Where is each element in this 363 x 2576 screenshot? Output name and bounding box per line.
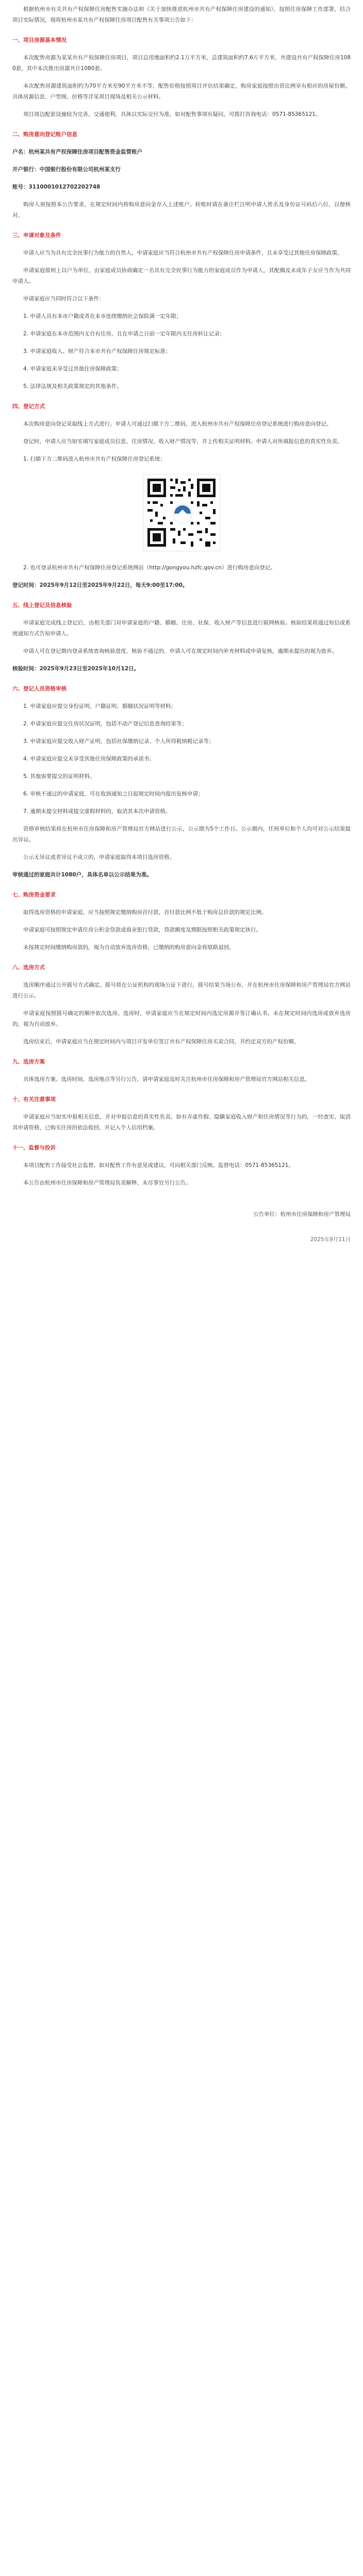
section-4-title: 四、登记方式 (12, 403, 45, 410)
account-note: 购房人须按照本公告要求，在规定时间内将购房意向金存入上述账户。转账时请在备注栏注明申请人姓名及身份证号码后六位，以便核对。 (12, 201, 351, 218)
section-11-title: 十一、监督与投诉 (12, 1145, 56, 1151)
section-3-para-2: 申请家庭原则上以户为单位，由家庭成员协商确定一名具有完全民事行为能力的家庭成员作为申请人，其配偶及未成年子女应当作为共同申请人。 (12, 267, 351, 284)
section-8-para-1: 选房顺序通过公开摇号方式确定。摇号将在公证机构的现场公证下进行，摇号结果当场公布，并在杭州市住房保障和房产管理局官方网站进行公示。 (12, 982, 351, 999)
verification-time: 核验时间：2025年9月23日至2025年10月12日。 (12, 666, 140, 672)
section-3-para-3: 申请家庭应当同时符合以下条件： (23, 296, 105, 302)
registration-url-line[interactable]: 2. 也可登录杭州市共有产权保障住房登记系统网站（http://gongyou.hzfc.gov.cn）进行购房意向登记。 (23, 565, 276, 571)
section-6-item-4: 4. 申请家庭应提交未享受其他住房保障政策的承诺书； (23, 756, 155, 762)
section-11-para-1: 本项目配售工作接受社会监督。如对配售工作有意见或建议，可向相关部门反映。监督电话：0571-85365121。 (23, 1162, 294, 1168)
intro-paragraph: 根据杭州市有关共有产权保障住房配售实施办法和《关于加快推进杭州市共有产权保障住房建设的通知》，按照住房保障工作部署，结合项目实际情况，现将杭州市某共有产权保障住房项目配售有关事项公告如下： (12, 6, 351, 23)
account-name: 户名：杭州某共有产权保障住房项目配售资金监管账户 (12, 149, 142, 155)
section-8-para-2: 申请家庭按照摇号确定的顺序依次选房。选房时，申请家庭应当在规定时间内选定房源并签订确认书。未在规定时间内选房或放弃选房的，视为自动放弃。 (12, 1010, 351, 1027)
section-6-item-6: 6. 审核不通过的申请家庭，可在收到通知之日起规定时间内提出复核申请； (23, 791, 204, 797)
section-6-title: 六、登记人员资格审核 (12, 686, 67, 692)
section-1-para-1: 本次配售房源为某某共有产权保障住房项目，项目总用地面积约2.1万平方米，总建筑面积约7.6万平方米，共建设共有产权保障住房1080套，其中本次推出房源共计1080套。 (12, 55, 351, 72)
signoff: 公告单位：杭州市住房保障和房产管理局 (253, 1211, 351, 1217)
section-8-para-3: 选房结束后，申请家庭应当在规定时间内与项目开发单位签订共有产权保障住房买卖合同，并约定双方的产权份额。 (23, 1039, 300, 1045)
account-number: 账号：3110001012702202748 (12, 184, 101, 190)
qr-code-container (12, 474, 351, 551)
section-7-para-3: 未按规定时间缴纳购房款的，视为自动放弃选房资格，已缴纳的购房意向金将原路退回。 (23, 944, 235, 951)
section-7-para-1: 取得选房资格的申请家庭，应当按照规定缴纳购房首付款，首付款比例不低于购房总价款的规定比例。 (23, 909, 267, 916)
publish-date: 2025年9月11日 (310, 1236, 351, 1243)
section-1-title: 一、项目房源基本情况 (12, 37, 67, 43)
section-4-para-2: 登记时，申请人应当如实填写家庭成员信息、住房情况、收入财产情况等，并上传相关证明材料。申请人对所填报信息的真实性负责。 (23, 438, 343, 445)
section-6-para-2: 公示无异议或者异议不成立的，申请家庭取得本项目选房资格。 (23, 854, 175, 860)
section-6-para-1: 资格审核结果将在杭州市住房保障和房产管理局官方网站进行公示，公示期为5个工作日。公示期内，任何单位和个人均可对公示结果提出异议。 (12, 826, 351, 843)
section-3-item-2: 2. 申请家庭在本市范围内无自有住房，且在申请之日前一定年限内无住房转让记录； (23, 331, 225, 337)
account-bank: 开户银行：中国银行股份有限公司杭州某支行 (12, 166, 121, 173)
section-6-item-2: 2. 申请家庭应提交住房状况证明，包括不动产登记信息查询结果等； (23, 721, 187, 727)
section-3-title: 三、申请对象及条件 (12, 232, 61, 239)
section-7-para-2: 申请家庭可按照规定申请住房公积金贷款或商业银行贷款，贷款额度及期限按照相关政策规定执行。 (23, 927, 261, 933)
section-6-item-7: 7. 逾期未提交材料或提交虚假材料的，取消其本次申请资格。 (23, 808, 171, 815)
section-8-title: 八、选房方式 (12, 964, 45, 971)
section-7-title: 七、购房资金要求 (12, 892, 56, 898)
section-5-title: 五、线上登记及信息核验 (12, 602, 72, 608)
registration-time: 登记时间：2025年9月12日至2025年9月22日，每天9:00至17:00。 (12, 582, 188, 588)
section-5-para-2: 申请人可在登记期内登录系统查询核验进度，核验不通过的，申请人可在规定时间内补充材料或申请复核，逾期未提出的视为放弃。 (23, 648, 337, 654)
qr-code[interactable] (143, 474, 220, 551)
section-2-title: 二、购房意向登记账户信息 (12, 131, 77, 138)
qr-caption: 1. 扫描下方二维码进入杭州市共有产权保障住房登记系统： (23, 456, 166, 462)
section-6-item-1: 1. 申请家庭应提交身份证明、户籍证明、婚姻状况证明等材料； (23, 703, 176, 709)
section-1-para-3: 项目周边配套设施较为完善，交通便利，具体以实际交付为准。如对配售事项有疑问，可拨打咨询电话：0571-85365121。 (23, 111, 321, 117)
section-6-item-5: 5. 其他需要提交的证明材料。 (23, 773, 95, 779)
section-10-para-1: 申请家庭应当如实申报相关信息，并对申报信息的真实性负责。如有弄虚作假、隐瞒家庭收入财产和住房情况等行为的，一经查实，取消其申请资格，已购买住房的依法收回，并记入个人信用档案。 (12, 1114, 351, 1131)
section-3-item-5: 5. 法律法规及相关政策规定的其他条件。 (23, 383, 122, 389)
section-4-para-1: 本次购房意向登记采取线上方式进行。申请人可通过扫描下方二维码，进入杭州市共有产权保障住房登记系统进行购房意向登记。 (23, 421, 332, 427)
announcement-page (0, 0, 363, 1256)
section-6-item-3: 3. 申请家庭应提交收入财产证明，包括社保缴纳记录、个人所得税纳税记录等； (23, 738, 214, 744)
section-3-para-1: 申请人应当为具有完全民事行为能力的自然人，申请家庭应当符合杭州市共有产权保障住房申请条件，且未享受过其他住房保障政策。 (23, 250, 343, 256)
section-11-para-2: 本公告由杭州市住房保障和房产管理局负责解释，未尽事宜另行公告。 (23, 1180, 191, 1186)
section-9-title: 九、选房方案 (12, 1059, 45, 1065)
section-3-item-3: 3. 申请家庭收入、财产符合本市共有产权保障住房规定标准； (23, 348, 171, 354)
housing-logo (173, 504, 192, 523)
section-3-item-4: 4. 申请家庭未享受过其他住房保障政策； (23, 366, 122, 372)
section-5-para-1: 申请家庭完成线上登记后，由相关部门对申请家庭的户籍、婚姻、住房、社保、收入财产等信息进行联网核验。核验结果将通过短信或系统通知方式告知申请人。 (12, 620, 351, 637)
section-10-title: 十、有关注意事项 (12, 1096, 56, 1103)
section-3-item-1: 1. 申请人具有本市户籍或者在本市连续缴纳社会保险满一定年限； (23, 313, 182, 319)
approved-households: 审核通过的家庭共计1080户，具体名单以公示结果为准。 (12, 872, 152, 878)
section-9-para-1: 具体选房方案、选房时间、选房地点等另行公告，请申请家庭及时关注杭州市住房保障和房产管理局官方网站相关信息。 (23, 1076, 310, 1082)
section-1-para-2: 本次配售房源建筑面积约为70平方米至90平方米不等，配售价格按照项目评估结果确定，购房家庭按照出资比例享有相应的房屋份额。具体房源信息、户型图、价格等详见项目现场及相关公示材料。 (12, 83, 351, 100)
